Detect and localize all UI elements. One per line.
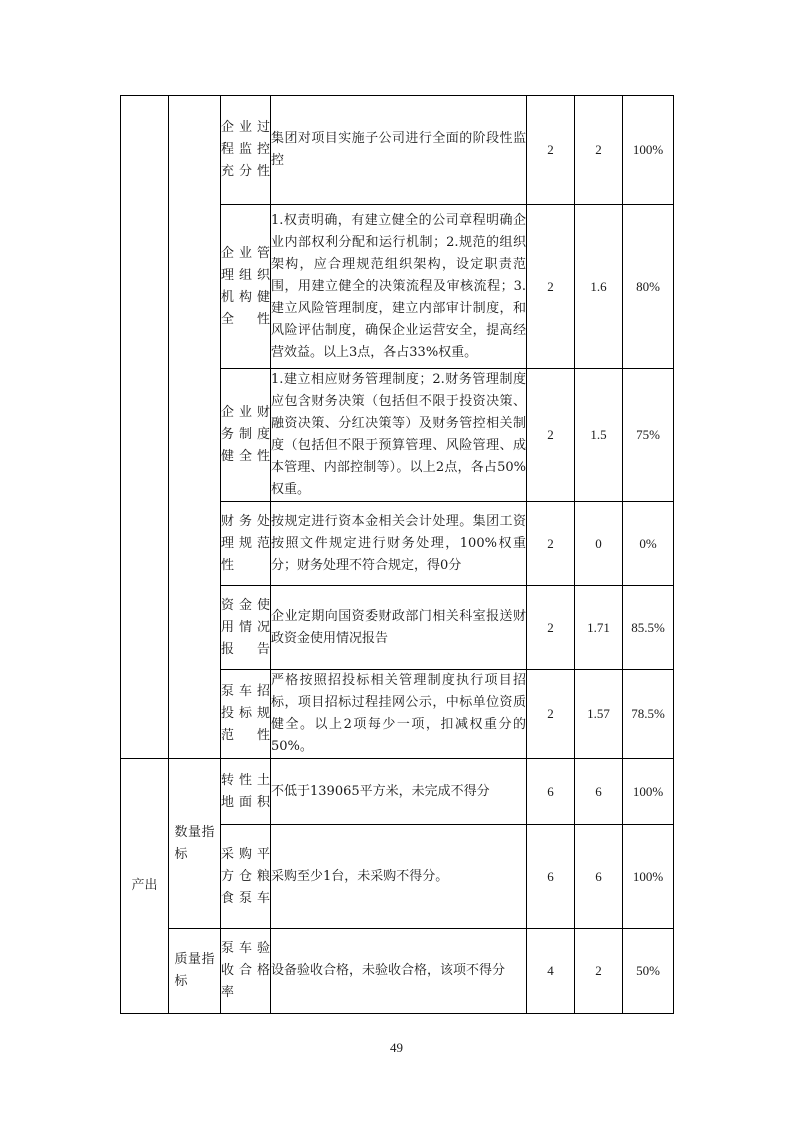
weight-cell (527, 670, 575, 759)
weight-cell (527, 825, 575, 929)
weight-value: 2 (547, 278, 554, 294)
standard-text: 1.权责明确，有建立健全的公司章程明确企业内部权利分配和运行机制；2.规范的组织架构，应合理规范组织架构，设定职责范围，用建立健全的决策流程及审核流程；3.建立风险管理制度，建立内部审计制度，和风险评估制度，确保企业运营安全，提高经营效益。以上3点，各占33%权重。 (271, 212, 526, 360)
score-cell (575, 929, 623, 1014)
score-value: 1.71 (587, 619, 610, 635)
standard-cell (271, 502, 527, 586)
rate-cell (623, 369, 674, 502)
standard-cell (271, 929, 527, 1014)
weight-value: 2 (547, 142, 554, 157)
rate-cell (623, 825, 674, 929)
standard-text: 采购至少1台，未采购不得分。 (271, 868, 449, 884)
standard-cell (271, 586, 527, 670)
score-cell (575, 369, 623, 502)
standard-text: 企业定期向国资委财政部门相关科室报送财政资金使用情况报告 (271, 608, 526, 646)
second-level-label: 数量指标 (174, 824, 215, 862)
weight-value: 4 (547, 963, 554, 978)
standard-text: 按规定进行资本金相关会计处理。集团工资按照文件规定进行财务处理，100%权重分；财务处理不符合规定，得0分 (271, 513, 526, 573)
weight-value: 2 (547, 427, 554, 442)
standard-cell (271, 205, 527, 369)
rate-value: 100% (632, 868, 664, 884)
indicator-cell (221, 96, 271, 205)
score-cell (575, 205, 623, 369)
standard-text: 设备验收合格，未验收合格，该项不得分 (271, 963, 506, 978)
score-value: 1.57 (587, 706, 610, 721)
indicator-label: 转性土地面积 (221, 772, 270, 810)
indicator-label: 企业财务制度健全性 (221, 405, 270, 464)
indicator-label: 采购平方仓粮食泵车 (221, 846, 270, 906)
standard-text: 集团对项目实施子公司进行全面的阶段性监控 (271, 131, 526, 168)
weight-value: 2 (547, 706, 554, 721)
score-value: 6 (595, 783, 602, 799)
table-row (121, 96, 674, 205)
indicator-cell (221, 369, 271, 502)
rate-value: 100% (632, 783, 664, 799)
score-cell (575, 759, 623, 825)
indicator-label: 泵车验收合格率 (221, 941, 270, 1000)
table-row (121, 929, 674, 1014)
score-value: 1.6 (590, 278, 607, 294)
score-cell (575, 825, 623, 929)
standard-cell (271, 759, 527, 825)
standard-text: 1.建立相应财务管理制度；2.财务管理制度应包含财务决策（包括但不限于投资决策、融资决策、分红决策等）及财务管控相关制度（包括但不限于预算管理、风险管理、成本管理、内部控制等）。以上2点，各占50%权重。 (271, 372, 526, 497)
rate-value: 78.5% (631, 706, 665, 721)
standard-cell (271, 825, 527, 929)
second-level-cell-empty (169, 96, 221, 759)
first-level-cell-empty (121, 96, 169, 759)
weight-value: 2 (547, 535, 554, 551)
rate-cell (623, 759, 674, 825)
indicator-label: 泵车招投标规范性 (221, 684, 270, 743)
score-cell (575, 670, 623, 759)
indicator-cell (221, 586, 271, 670)
weight-value: 6 (547, 783, 554, 799)
second-level-label: 质量指标 (174, 952, 215, 989)
page-number: 49 (390, 1040, 403, 1055)
indicator-label: 财务处理规范性 (221, 513, 270, 573)
first-level-cell (121, 759, 169, 1014)
score-value: 2 (595, 142, 602, 157)
score-value: 0 (595, 535, 602, 551)
weight-cell (527, 586, 575, 670)
rate-cell (623, 205, 674, 369)
indicator-label: 企业管理组织机构健全性 (221, 245, 270, 327)
standard-text: 严格按照招投标相关管理制度执行项目招标，项目招标过程挂网公示，中标单位资质健全。以上2项每少一项，扣减权重分的50%。 (271, 673, 526, 754)
first-level-label: 产出 (131, 878, 158, 893)
standard-cell (271, 96, 527, 205)
second-level-cell (169, 759, 221, 929)
rate-cell (623, 929, 674, 1014)
indicator-cell (221, 825, 271, 929)
score-cell (575, 502, 623, 586)
indicator-cell (221, 670, 271, 759)
rate-value: 100% (632, 142, 664, 157)
score-cell (575, 96, 623, 205)
score-cell (575, 586, 623, 670)
score-value: 6 (595, 868, 602, 884)
rate-value: 80% (636, 278, 660, 294)
weight-cell (527, 929, 575, 1014)
indicator-label: 企业过程监控充分性 (221, 120, 270, 179)
rate-cell (623, 96, 674, 205)
weight-cell (527, 205, 575, 369)
rate-value: 50% (636, 963, 660, 978)
standard-text: 不低于139065平方米，未完成不得分 (271, 783, 490, 799)
weight-value: 6 (547, 868, 554, 884)
standard-cell (271, 670, 527, 759)
indicator-cell (221, 502, 271, 586)
weight-cell (527, 502, 575, 586)
rate-value: 0% (639, 535, 657, 551)
standard-cell (271, 369, 527, 502)
indicator-cell (221, 759, 271, 825)
rate-cell (623, 502, 674, 586)
weight-cell (527, 96, 575, 205)
rate-cell (623, 586, 674, 670)
rate-cell (623, 670, 674, 759)
weight-cell (527, 759, 575, 825)
indicator-cell (221, 929, 271, 1014)
rate-value: 85.5% (631, 619, 665, 635)
score-value: 1.5 (590, 427, 607, 442)
evaluation-table (120, 95, 674, 1014)
weight-value: 2 (547, 619, 554, 635)
table-row (121, 759, 674, 825)
rate-value: 75% (636, 427, 660, 442)
second-level-cell (169, 929, 221, 1014)
score-value: 2 (595, 963, 602, 978)
indicator-cell (221, 205, 271, 369)
weight-cell (527, 369, 575, 502)
indicator-label: 资金使用情况报告 (221, 597, 270, 657)
